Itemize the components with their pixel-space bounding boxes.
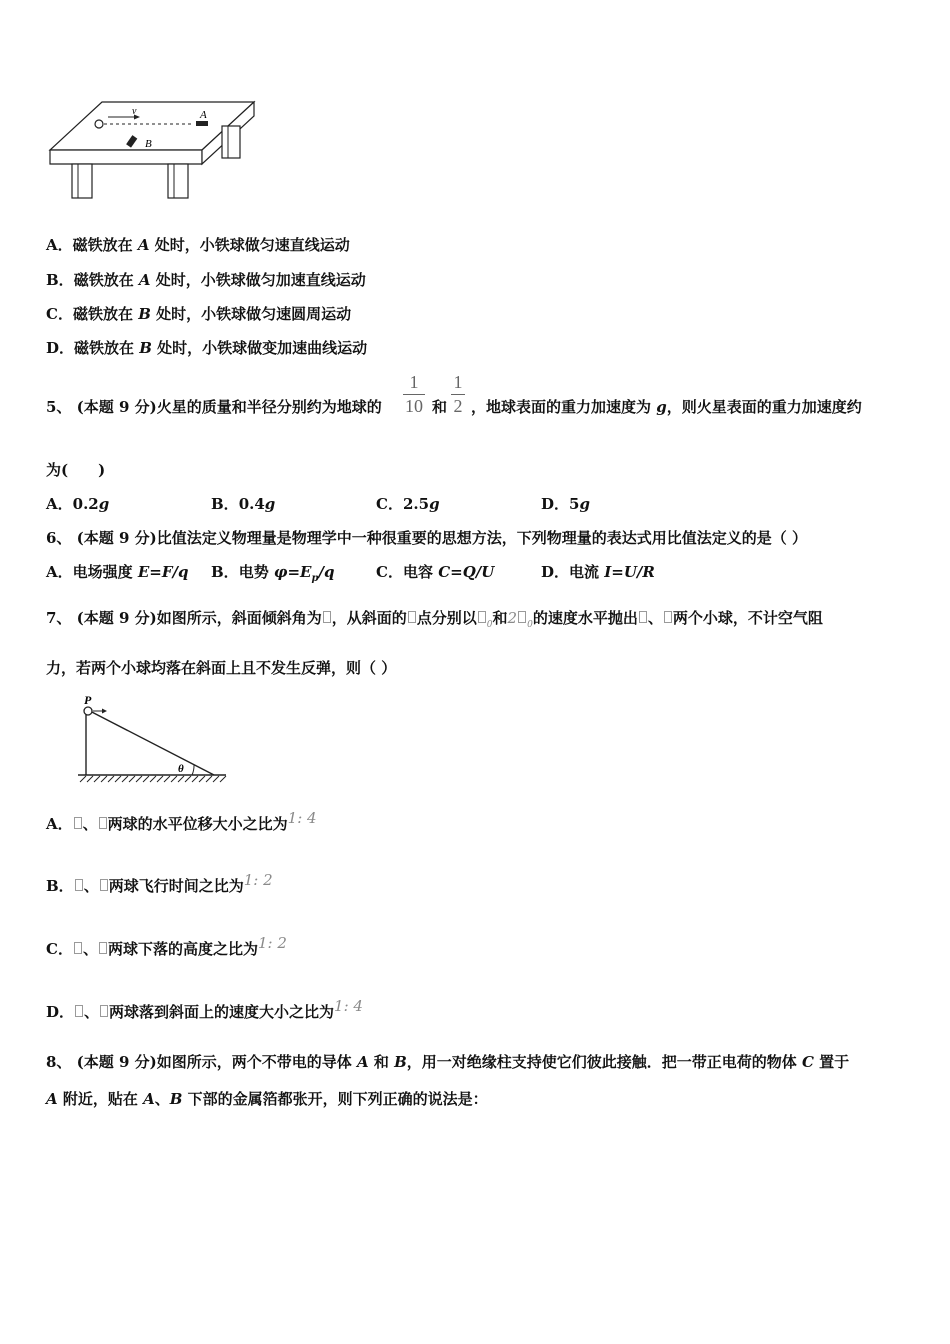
label-v: v <box>132 106 137 117</box>
table-leg-left <box>72 164 92 198</box>
ball-placeholder-icon <box>75 879 83 891</box>
ball-placeholder-icon <box>99 942 107 954</box>
q5-option-c: C．2.5g <box>376 495 440 513</box>
table-figure <box>44 98 260 202</box>
v-placeholder-icon <box>518 611 526 623</box>
table-front <box>50 150 202 164</box>
q5-option-b: B．0.4g <box>211 495 276 513</box>
q4-option-d: D．磁铁放在 B 处时，小铁球做变加速曲线运动 <box>46 339 368 357</box>
q6-option-d: D．电流 I=U/R <box>541 563 655 581</box>
launch-ball <box>84 707 92 715</box>
iron-ball <box>95 120 103 128</box>
q5-option-a: A．0.2g <box>46 495 110 513</box>
q6-option-b: B．电势 $\varphi=E_p/q$ <box>211 563 335 584</box>
point-placeholder-icon <box>408 611 416 623</box>
q6-stem: 6、 (本题 9 分)比值法定义物理量是物理学中一种很重要的思想方法，下列物理量的表达式用比值法定义的是（ ） <box>46 529 807 547</box>
ball-placeholder-icon <box>75 1005 83 1017</box>
q8-stem-line1: 8、 (本题 9 分)如图所示，两个不带电的导体 A 和 B，用一对绝缘柱支持使它们彼此接触．把一带正电荷的物体 C 置于 <box>46 1053 850 1071</box>
q7-option-d: D． 、 两球落到斜面上的速度大小之比为1: 4 <box>46 997 363 1021</box>
ball-placeholder-icon <box>99 817 107 829</box>
q8-stem-line2: A 附近，贴在 A、B 下部的金属箔都张开，则下列正确的说法是： <box>46 1090 488 1108</box>
q4-option-b: B．磁铁放在 A 处时，小铁球做匀加速直线运动 <box>46 271 366 289</box>
throw-arrow-icon <box>102 709 107 714</box>
ball-placeholder-icon <box>664 611 672 623</box>
q5-stem-suffix: ，地球表面的重力加速度为 g，则火星表面的重力加速度约 <box>471 398 862 416</box>
q7-option-a: A． 、 两球的水平位移大小之比为1: 4 <box>46 809 317 833</box>
label-p: P <box>84 693 92 707</box>
ball-placeholder-icon <box>100 1005 108 1017</box>
label-theta: θ <box>178 763 184 775</box>
q5-and: 和 <box>432 398 448 416</box>
ball-placeholder-icon <box>639 611 647 623</box>
fraction-one-half: 1 2 <box>451 372 465 417</box>
label-b: B <box>145 138 152 150</box>
q7-option-c: C． 、 两球下落的高度之比为1: 2 <box>46 934 287 958</box>
q7-stem-line1: 7、 (本题 9 分)如图所示，斜面倾斜角为 ，从斜面的 点分别以 $_0$和2 $_0$的速度水平抛出 、 两个小球，不计空气阻 <box>46 609 823 630</box>
theta-placeholder-icon <box>323 611 331 623</box>
q6-option-a: A．电场强度 E=F/q <box>46 563 189 581</box>
q7-option-b: B． 、 两球飞行时间之比为1: 2 <box>46 871 273 895</box>
q5-option-d: D．5g <box>541 495 590 513</box>
ball-placeholder-icon <box>74 942 82 954</box>
q5-stem-line2: 为( ) <box>46 461 106 479</box>
table-leg-right <box>168 164 188 198</box>
v-placeholder-icon <box>478 611 486 623</box>
incline-figure <box>74 690 234 786</box>
q4-option-a: A．磁铁放在 A 处时，小铁球做匀速直线运动 <box>46 236 350 254</box>
ball-placeholder-icon <box>74 817 82 829</box>
q5-stem-prefix: 5、 (本题 9 分)火星的质量和半径分别约为地球的 <box>46 398 382 416</box>
q7-stem-line2: 力，若两个小球均落在斜面上且不发生反弹，则（ ） <box>46 659 397 677</box>
label-a: A <box>200 109 207 121</box>
q4-option-c: C．磁铁放在 B 处时，小铁球做匀速圆周运动 <box>46 305 352 323</box>
magnet-a <box>196 121 208 126</box>
q6-option-c: C．电容 C=Q/U <box>376 563 495 581</box>
fraction-one-tenth: 1 10 <box>405 372 423 416</box>
table-leg-back <box>222 126 240 158</box>
ball-placeholder-icon <box>100 879 108 891</box>
